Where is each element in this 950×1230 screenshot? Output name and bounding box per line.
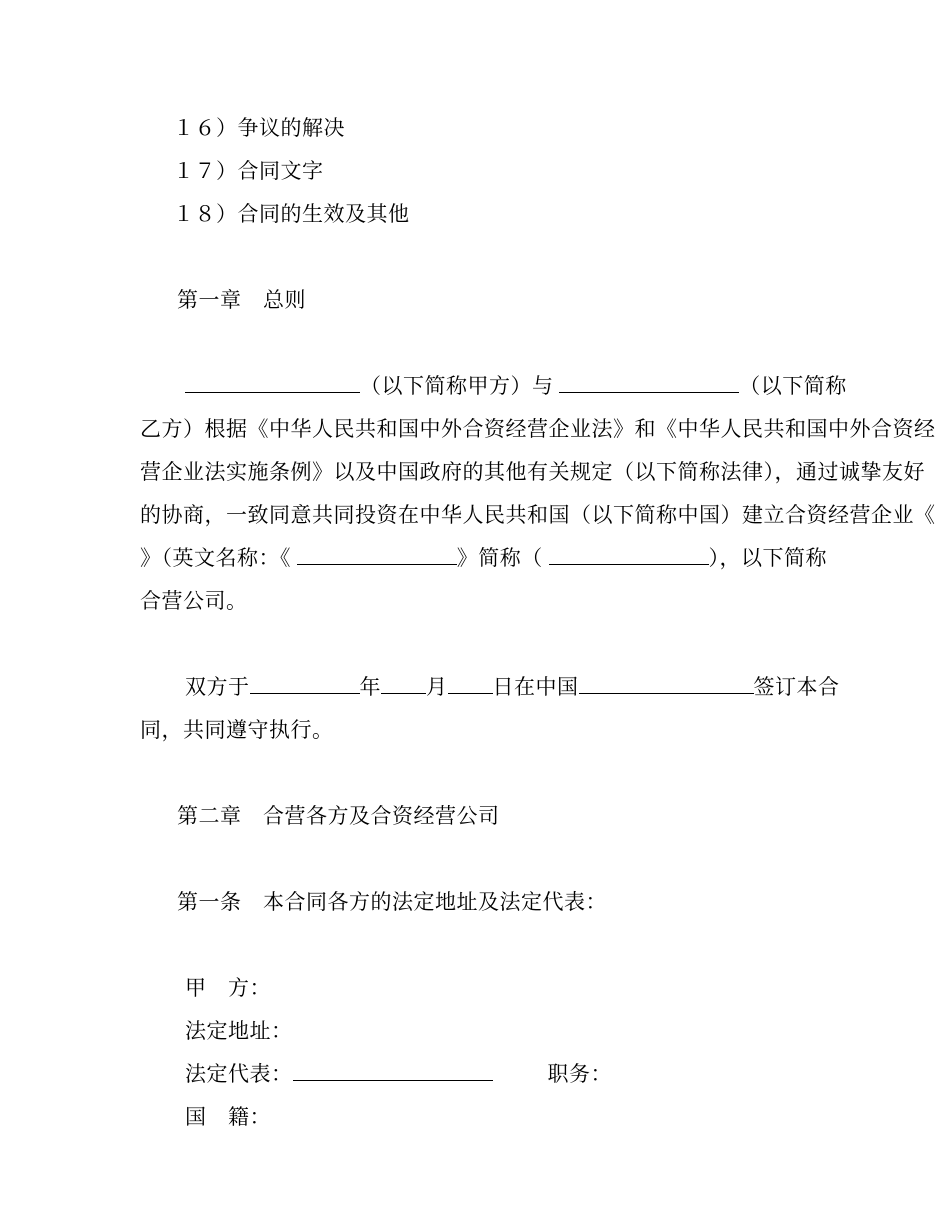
blank-underline-field <box>297 540 457 565</box>
party-a-label-line <box>140 967 820 1010</box>
text-run: 合营公司。 <box>140 589 248 613</box>
legal-address-line <box>140 1010 820 1053</box>
text-run: 》（英文名称：《 <box>140 546 297 570</box>
text-run: 》简称（ <box>456 546 549 570</box>
text-run: 法定地址： <box>185 1019 293 1043</box>
text-run: 营企业法实施条例》以及中国政府的其他有关规定（以下简称法律），通过诚挚友好 <box>140 460 925 484</box>
blank-underline-field <box>579 669 754 694</box>
paragraph-line <box>140 365 847 408</box>
text-run: 签订本合 <box>753 675 840 699</box>
paragraph-line <box>140 537 827 580</box>
blank-underline-field <box>250 669 360 694</box>
blank-line <box>140 752 820 795</box>
article-1-heading <box>140 881 820 924</box>
blank-underline-field <box>448 669 493 694</box>
blank-line <box>140 924 820 967</box>
text-run: 月 <box>426 675 448 699</box>
paragraph-line <box>140 709 820 752</box>
text-run: 的协商，一致同意共同投资在中华人民共和国（以下简称中国）建立合资经营企业《 <box>140 503 936 527</box>
text-run: （以下简称 <box>739 374 847 398</box>
toc-item-17 <box>140 150 820 193</box>
blank-line <box>140 322 820 365</box>
text-run: 职务： <box>547 1062 612 1086</box>
legal-representative-line <box>140 1053 820 1096</box>
text-run: 第二章 合营各方及合资经营公司 <box>177 804 500 828</box>
text-run: 日在中国 <box>492 675 579 699</box>
text-run: 法定代表： <box>185 1062 293 1086</box>
text-run: 同，共同遵守执行。 <box>140 718 334 742</box>
blank-underline-field <box>549 540 709 565</box>
signing-date-line <box>140 666 840 709</box>
blank-underline-field <box>185 368 360 393</box>
text-run: ），以下简称 <box>708 546 827 570</box>
toc-item-16 <box>140 107 820 150</box>
paragraph-line <box>140 451 925 494</box>
text-run: 国 籍： <box>185 1105 271 1129</box>
text-run: 甲 方： <box>185 976 271 1000</box>
text-run: 乙方）根据《中华人民共和国中外合资经营企业法》和《中华人民共和国中外合资经 <box>140 417 936 441</box>
text-run: （以下简称甲方）与 <box>360 374 560 398</box>
text-run: １６）争议的解决 <box>173 116 345 140</box>
nationality-line <box>140 1096 820 1139</box>
blank-line <box>140 236 820 279</box>
toc-item-18 <box>140 193 820 236</box>
text-run: １８）合同的生效及其他 <box>173 202 410 226</box>
paragraph-line <box>140 494 936 537</box>
text-run: 年 <box>359 675 381 699</box>
blank-underline-field <box>559 368 739 393</box>
blank-underline-field <box>293 1056 493 1081</box>
text-run: １７）合同文字 <box>173 159 324 183</box>
text-run: 双方于 <box>185 675 250 699</box>
spacer <box>493 1080 548 1081</box>
paragraph-line <box>140 580 820 623</box>
chapter-2-heading <box>140 795 820 838</box>
paragraph-line <box>140 408 936 451</box>
blank-underline-field <box>381 669 426 694</box>
text-run: 第一章 总则 <box>177 288 306 312</box>
blank-line <box>140 838 820 881</box>
blank-line <box>140 623 820 666</box>
text-run: 第一条 本合同各方的法定地址及法定代表： <box>177 890 607 914</box>
chapter-1-heading <box>140 279 820 322</box>
